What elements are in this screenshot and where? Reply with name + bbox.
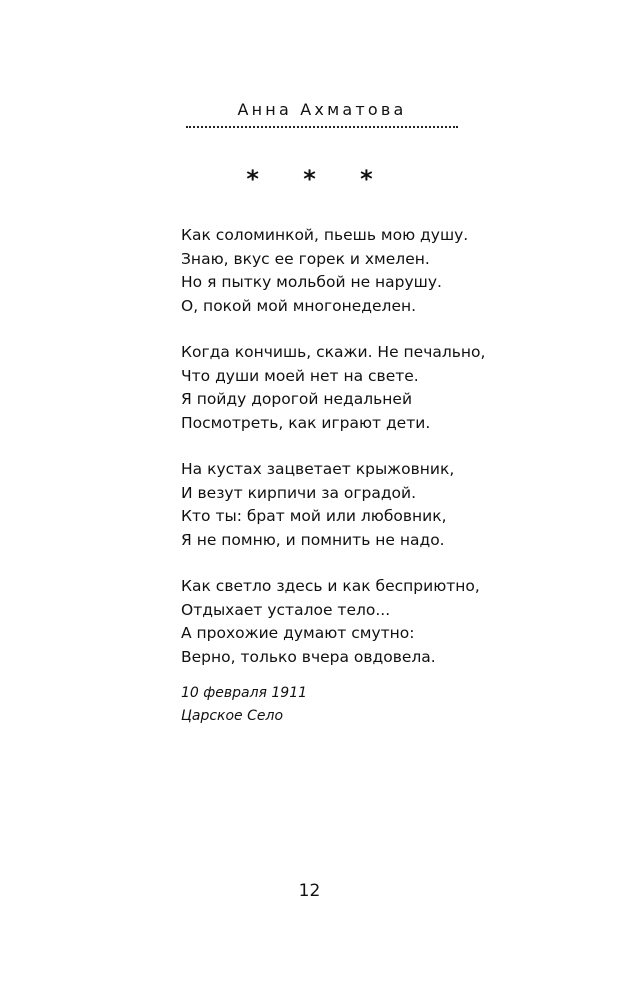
page-number: 12 [298, 881, 321, 901]
asterism-ornament: * * * [246, 165, 391, 193]
poem-line: Отдыхает усталое тело... [181, 600, 391, 619]
poem-line: О, покой мой многонеделен. [181, 296, 417, 315]
stanza [181, 224, 601, 318]
poem-place: Царское Село [181, 708, 284, 724]
poem-line: Посмотреть, как играют дети. [181, 413, 431, 432]
poem-line: А прохожие думают смутно: [181, 624, 415, 642]
poem-date: 10 февраля 1911 [181, 685, 308, 701]
poem-line: И везут кирпичи за оградой. [181, 483, 417, 502]
stanza [181, 341, 601, 435]
poem-line: На кустах зацветает крыжовник, [181, 460, 455, 478]
poem-line: Но я пытку мольбой не нарушу. [181, 273, 442, 291]
stanza [181, 575, 601, 669]
poem-line: Знаю, вкус ее горек и хмелен. [181, 249, 430, 268]
poem-line: Как светло здесь и как бесприютно, [181, 577, 480, 595]
poem-line: Я пойду дорогой недальней [181, 390, 413, 408]
poem-line: Я не помню, и помнить не надо. [181, 530, 445, 549]
poem-line: Верно, только вчера овдовела. [181, 647, 436, 666]
poem-line: Как соломинкой, пьешь мою душу. [181, 226, 469, 244]
poem-line: Что души моей нет на свете. [181, 366, 419, 385]
author-name: Анна Ахматова [237, 100, 407, 119]
stanza [181, 458, 601, 552]
poem-line: Когда кончишь, скажи. Не печально, [181, 343, 486, 361]
poem-line: Кто ты: брат мой или любовник, [181, 507, 447, 525]
running-header [186, 100, 458, 128]
poem-body [181, 224, 601, 692]
header-dotted-rule [186, 126, 458, 128]
poem-signature [181, 682, 307, 728]
